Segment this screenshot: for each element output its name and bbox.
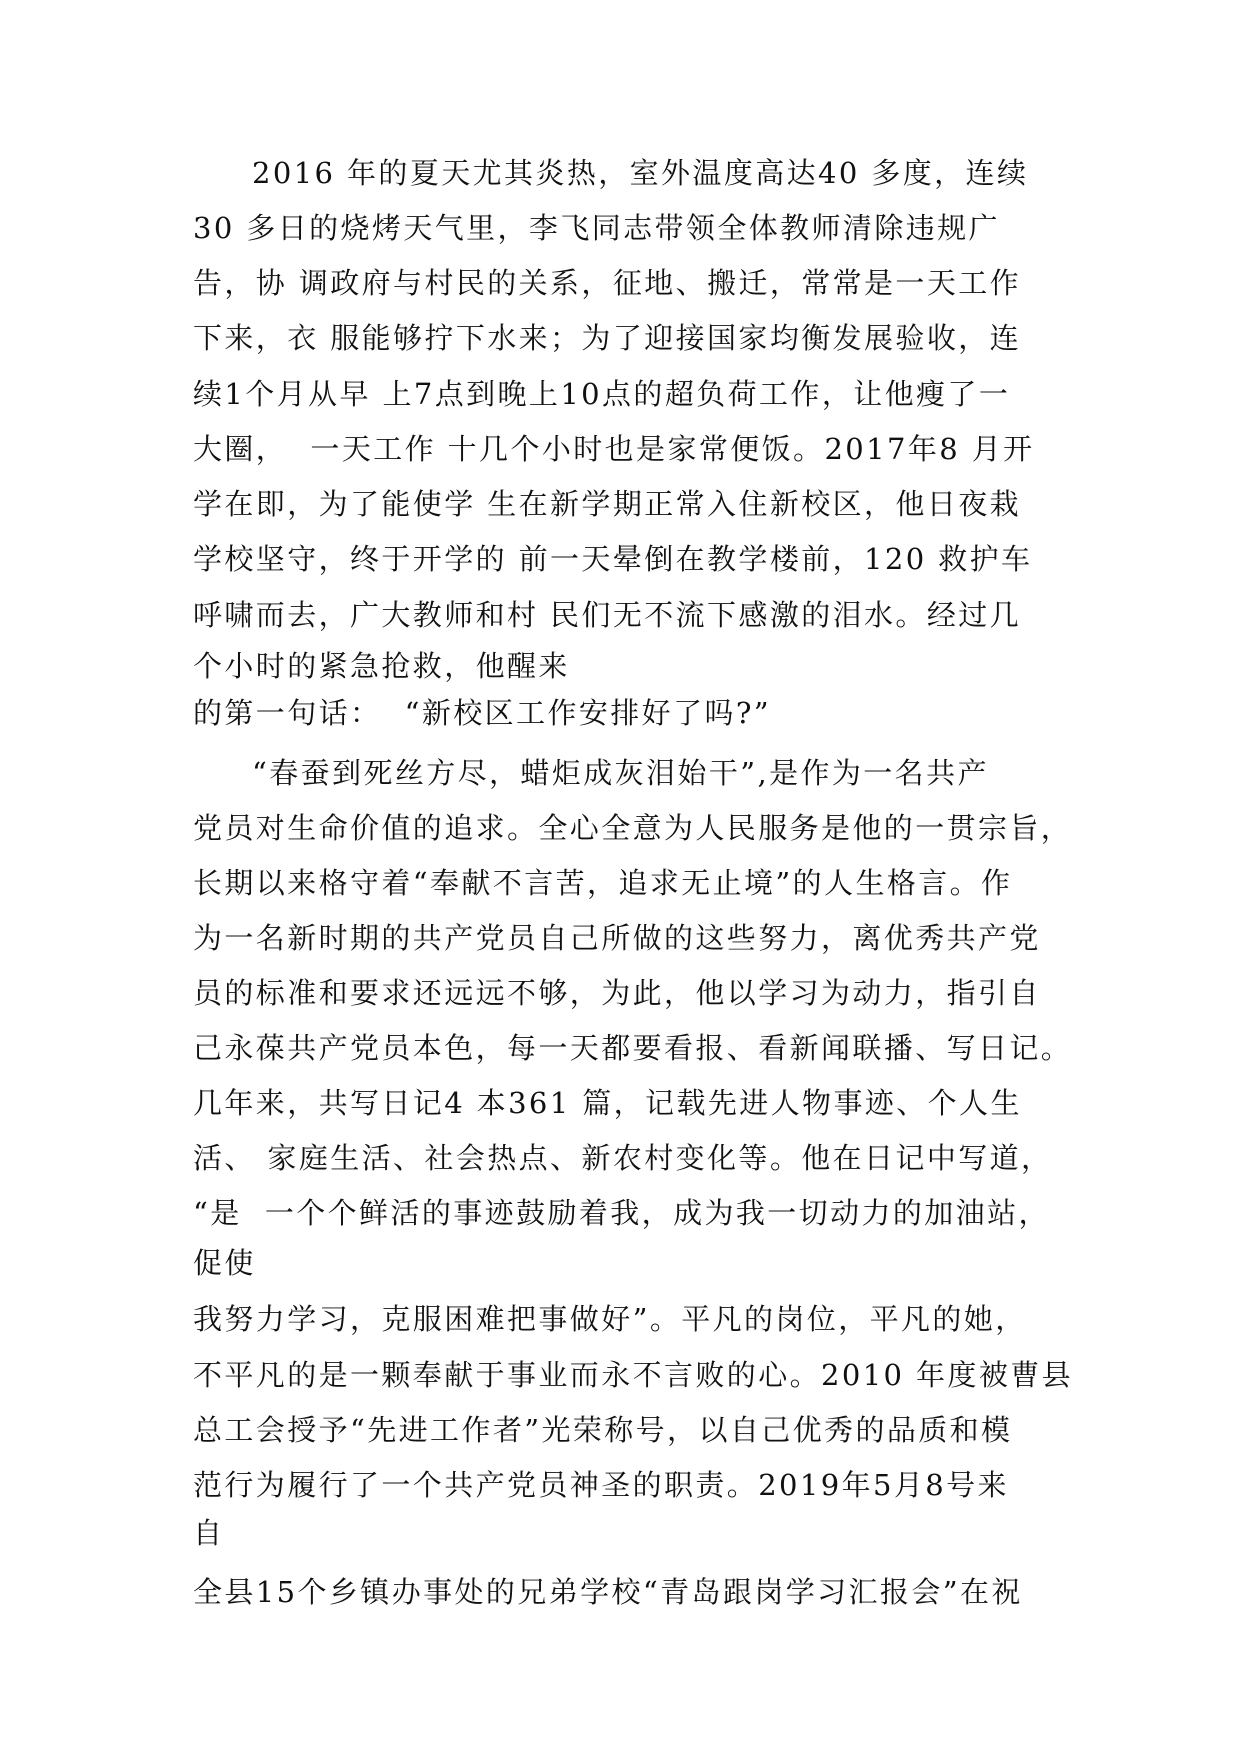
text-line: 总工会授予“先进工作者”光荣称号，以自己优秀的品质和模 <box>193 1413 1013 1447</box>
text-line: 党员对生命价值的追求。全心全意为人民服务是他的一贯宗旨， <box>193 811 1073 845</box>
text-line: 促使 <box>193 1246 256 1280</box>
text-line: 学校坚守，终于开学的 前一天晕倒在教学楼前，120 救护车 <box>193 542 1033 576</box>
text-line: 个小时的紧急抢救，他醒来 <box>193 649 570 683</box>
text-line: 30 多日的烧烤天气里，李飞同志带领全体教师清除违规广 <box>193 211 1000 245</box>
text-line: 范行为履行了一个共产党员神圣的职责。2019年5月8号来 <box>193 1468 1009 1502</box>
text-line: 为一名新时期的共产党员自己所做的这些努力，离优秀共产党 <box>193 921 1041 955</box>
text-line: 不平凡的是一颗奉献于事业而永不言败的心。2010 年度被曹县 <box>193 1358 1074 1392</box>
text-line: 自 <box>193 1516 225 1550</box>
text-line: 续1个月从早 上7点到晚上10点的超负荷工作，让他瘦了一 <box>193 377 1011 411</box>
text-line: “春蚕到死丝方尽，蜡炬成灰泪始干”,是作为一名共产 <box>252 756 989 790</box>
text-line: 长期以来格守着“奉献不言苦，追求无止境”的人生格言。作 <box>193 866 1013 900</box>
text-line: 己永葆共产党员本色，每一天都要看报、看新闻联播、写日记。 <box>193 1031 1073 1065</box>
text-line: 学在即，为了能使学 生在新学期正常入住新校区，他日夜栽 <box>193 487 1022 521</box>
text-line: 呼啸而去，广大教师和村 民们无不流下感激的泪水。经过几 <box>193 598 1022 632</box>
text-line: 告，协 调政府与村民的关系，征地、搬迁，常常是一天工作 <box>193 266 1022 300</box>
text-line: 下来，衣 服能够拧下水来；为了迎接国家均衡发展验收，连 <box>193 321 1022 355</box>
text-line: 员的标准和要求还远远不够，为此，他以学习为动力，指引自 <box>193 976 1041 1010</box>
text-line: 活、 家庭生活、社会热点、新农村变化等。他在日记中写道， <box>193 1141 1053 1175</box>
text-line: 的第一句话： “新校区工作安排好了吗?” <box>193 696 772 730</box>
text-line: 大圈， 一天工作 十几个小时也是家常便饭。2017年8 月开 <box>193 432 1035 466</box>
text-line: “是 一个个鲜活的事迹鼓励着我，成为我一切动力的加油站， <box>193 1196 1050 1230</box>
text-line: 全县15个乡镇办事处的兄弟学校“青岛跟岗学习汇报会”在祝 <box>193 1575 1023 1609</box>
text-line: 2016 年的夏天尤其炎热，室外温度高达40 多度，连续 <box>252 156 1029 190</box>
text-line: 几年来，共写日记4 本361 篇，记载先进人物事迹、个人生 <box>193 1086 1022 1120</box>
text-line: 我努力学习，克服困难把事做好”。平凡的岗位，平凡的她， <box>193 1302 1027 1336</box>
